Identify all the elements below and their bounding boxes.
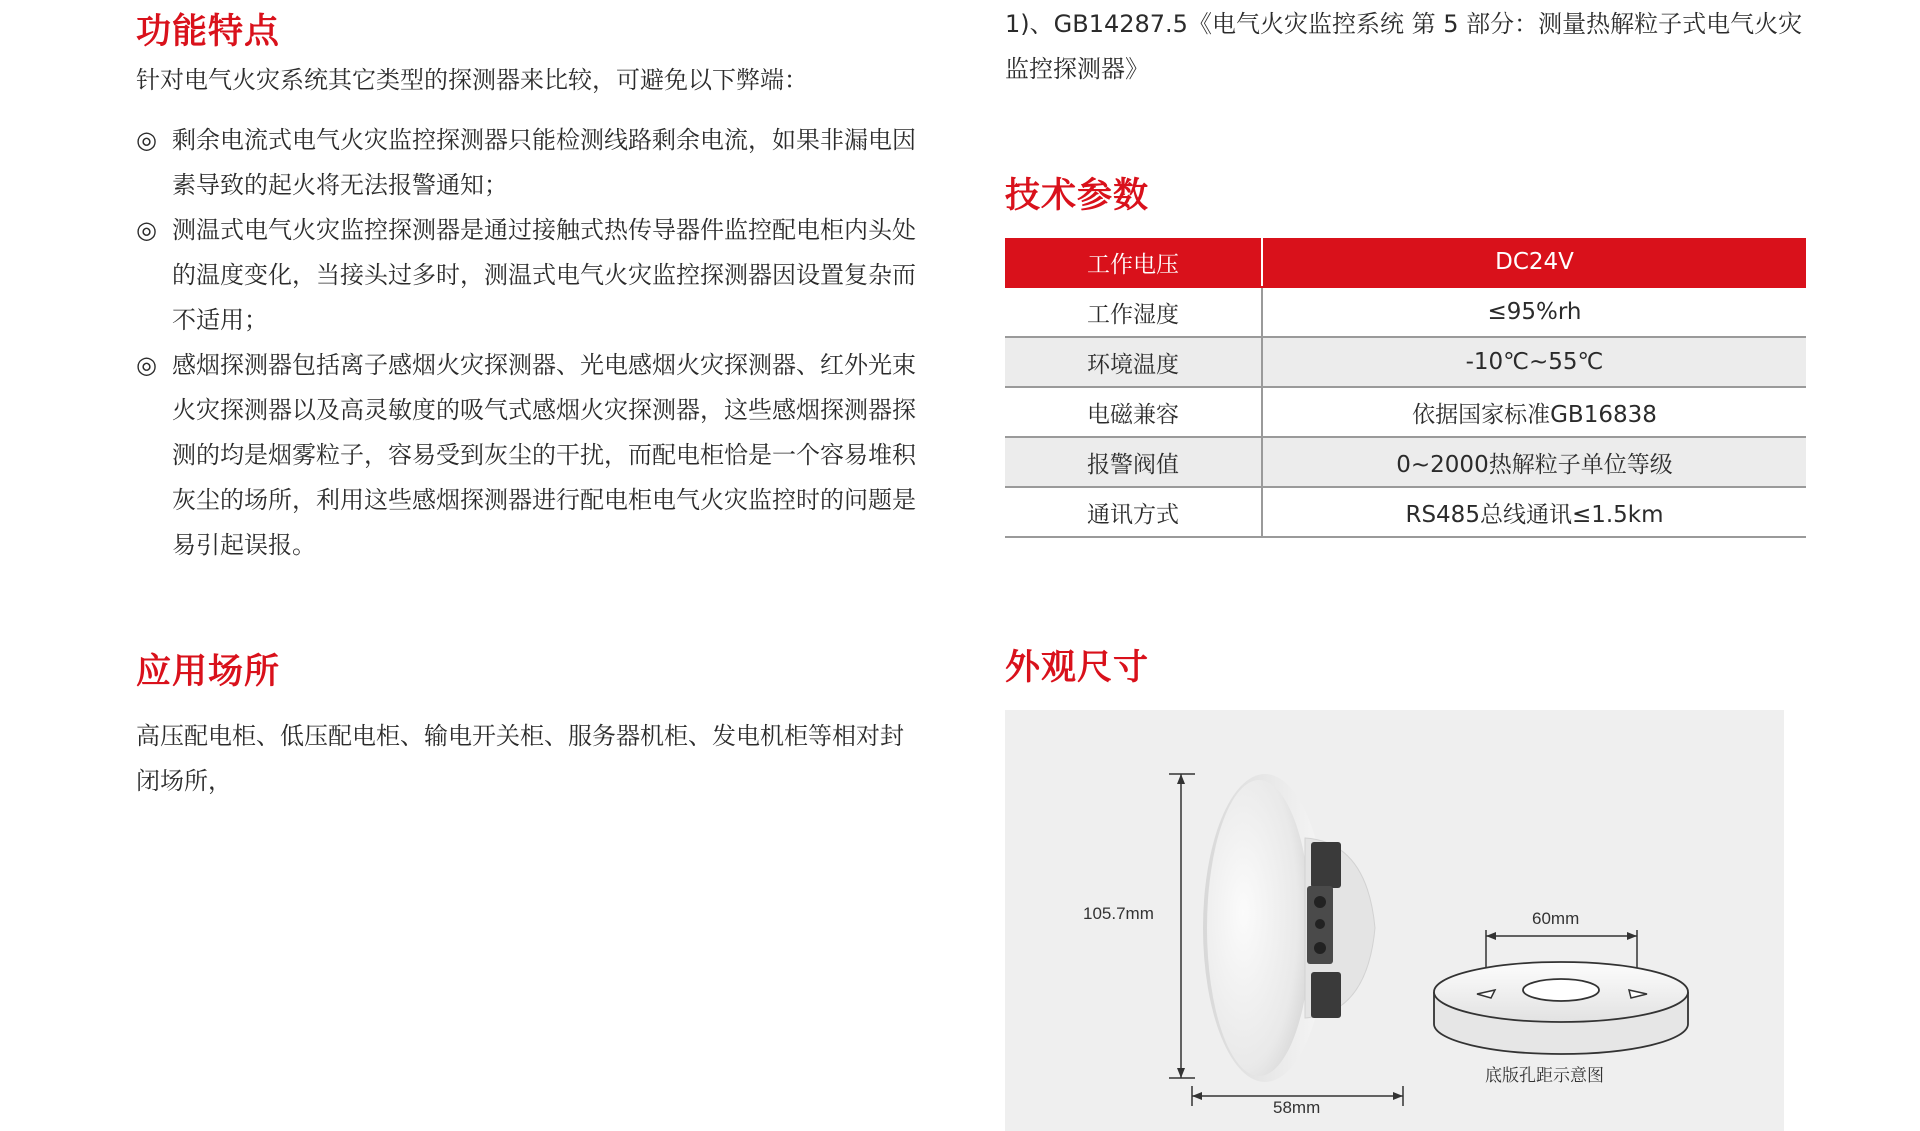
application-text: 高压配电柜、低压配电柜、输电开关柜、服务器机柜、发电机柜等相对封闭场所， xyxy=(136,722,904,795)
spec-value: 依据国家标准GB16838 xyxy=(1262,387,1806,437)
table-row xyxy=(1005,437,1806,487)
bullet-circle-icon: ◎ xyxy=(136,216,157,244)
list-item-text: 测温式电气火灾监控探测器是通过接触式热传导器件监控配电柜内头处的温度变化，当接头过多时，测温式电气火灾监控探测器因设置复杂而不适用； xyxy=(172,216,916,334)
application-title: 应用场所 xyxy=(136,652,281,692)
specs-title: 技术参数 xyxy=(1005,176,1150,216)
bullet-circle-icon: ◎ xyxy=(136,126,157,154)
hole-spacing-label: 60mm xyxy=(1532,909,1580,928)
features-list xyxy=(136,118,926,568)
spec-label: 报警阀值 xyxy=(1005,437,1262,487)
list-item xyxy=(136,208,926,343)
height-dimension xyxy=(1083,774,1195,1078)
spec-value: RS485总线通讯≤1.5km xyxy=(1262,487,1806,537)
table-row xyxy=(1005,487,1806,537)
spec-label: 通讯方式 xyxy=(1005,487,1262,537)
table-row xyxy=(1005,337,1806,387)
detector-side-view xyxy=(1203,774,1375,1082)
spec-label: 环境温度 xyxy=(1005,337,1262,387)
dimensions-title: 外观尺寸 xyxy=(1005,648,1150,688)
table-row xyxy=(1005,387,1806,437)
base-plate-diagram xyxy=(1434,909,1688,1085)
spec-label: 工作电压 xyxy=(1005,238,1262,287)
specs-table xyxy=(1005,238,1806,538)
bullet-circle-icon: ◎ xyxy=(136,351,157,379)
spec-value: ≤95%rh xyxy=(1262,287,1806,337)
depth-label: 58mm xyxy=(1273,1098,1321,1117)
list-item-text: 感烟探测器包括离子感烟火灾探测器、光电感烟火灾探测器、红外光束火灾探测器以及高灵敏度的吸气式感烟火灾探测器，这些感烟探测器探测的均是烟雾粒子，容易受到灰尘的干扰，而配电柜恰是一个容易堆积灰尘的场所，利用这些感烟探测器进行配电柜电气火灾监控时的问题是易引起误报。 xyxy=(172,351,916,559)
table-header-row xyxy=(1005,238,1806,287)
spec-value: 0~2000热解粒子单位等级 xyxy=(1262,437,1806,487)
list-item xyxy=(136,118,926,208)
depth-dimension xyxy=(1192,1086,1403,1117)
list-item-text: 剩余电流式电气火灾监控探测器只能检测线路剩余电流，如果非漏电因素导致的起火将无法报警通知； xyxy=(172,126,916,199)
base-caption: 底版孔距示意图 xyxy=(1485,1066,1604,1085)
list-item xyxy=(136,343,926,568)
dimension-figure xyxy=(1005,710,1784,1131)
features-intro: 针对电气火灾系统其它类型的探测器来比较，可避免以下弊端： xyxy=(136,66,808,94)
dimension-drawing xyxy=(1005,710,1784,1131)
spec-value: -10℃~55℃ xyxy=(1262,337,1806,387)
table-row xyxy=(1005,287,1806,337)
spec-value: DC24V xyxy=(1262,238,1806,287)
height-label: 105.7mm xyxy=(1083,904,1154,923)
standard-text: 1)、GB14287.5《电气火灾监控系统 第 5 部分：测量热解粒子式电气火灾监控探测器》 xyxy=(1005,10,1803,83)
features-title: 功能特点 xyxy=(136,12,281,52)
spec-label: 电磁兼容 xyxy=(1005,387,1262,437)
spec-label: 工作湿度 xyxy=(1005,287,1262,337)
